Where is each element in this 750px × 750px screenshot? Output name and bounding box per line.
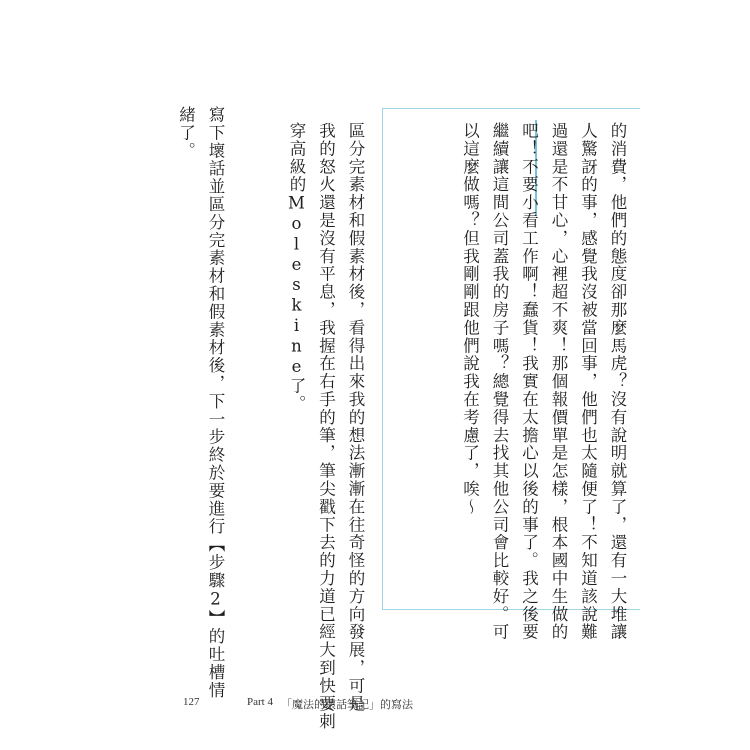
- body-column: 穿高級的Moleskine了。: [287, 122, 306, 413]
- quote-column: 以這麼做嗎？但我剛剛跟他們說我在考慮了，唉～: [460, 122, 480, 516]
- quote-column: 過還是不甘心，心裡超不爽！那個報價單是怎樣，根本國中生做的: [549, 122, 568, 642]
- page-number: 127: [183, 696, 200, 708]
- quote-column: 人驚訝的事，感覺我沒被當回事，他們也太隨便了！不知道該說難: [578, 122, 598, 642]
- body-paragraph-2: [171, 106, 230, 700]
- body-column: 寫下壞話並區分完素材和假素材後，下一步終於要進行【步驟2】的吐槽情: [206, 106, 225, 700]
- page-footer: [0, 696, 750, 716]
- body-column: 我的怒火還是沒有平息，我握在右手的筆，筆尖戳下去的力道已經大到快要刺: [316, 122, 336, 731]
- part-title: 「魔法的壞話筆記」的寫法: [281, 699, 413, 711]
- quote-text: [455, 122, 632, 642]
- body-column: 區分完素材和假素材後，看得出來我的想法漸漸在往奇怪的方向發展，可是: [346, 122, 365, 713]
- body-column: 緒了。: [176, 106, 196, 160]
- quote-column: 吧！不要小看工作啊！蠢貨！我實在太擔心以後的事了。我之後要: [519, 122, 539, 642]
- quote-column: 的消費，他們的態度卻那麼馬虎？沒有說明就算了，還有一大堆讓: [608, 122, 627, 642]
- quote-column: 繼續讓這間公司蓋我的房子嗎？總覺得去找其他公司會比較好。可: [490, 122, 509, 642]
- part-label: Part 4: [247, 696, 273, 708]
